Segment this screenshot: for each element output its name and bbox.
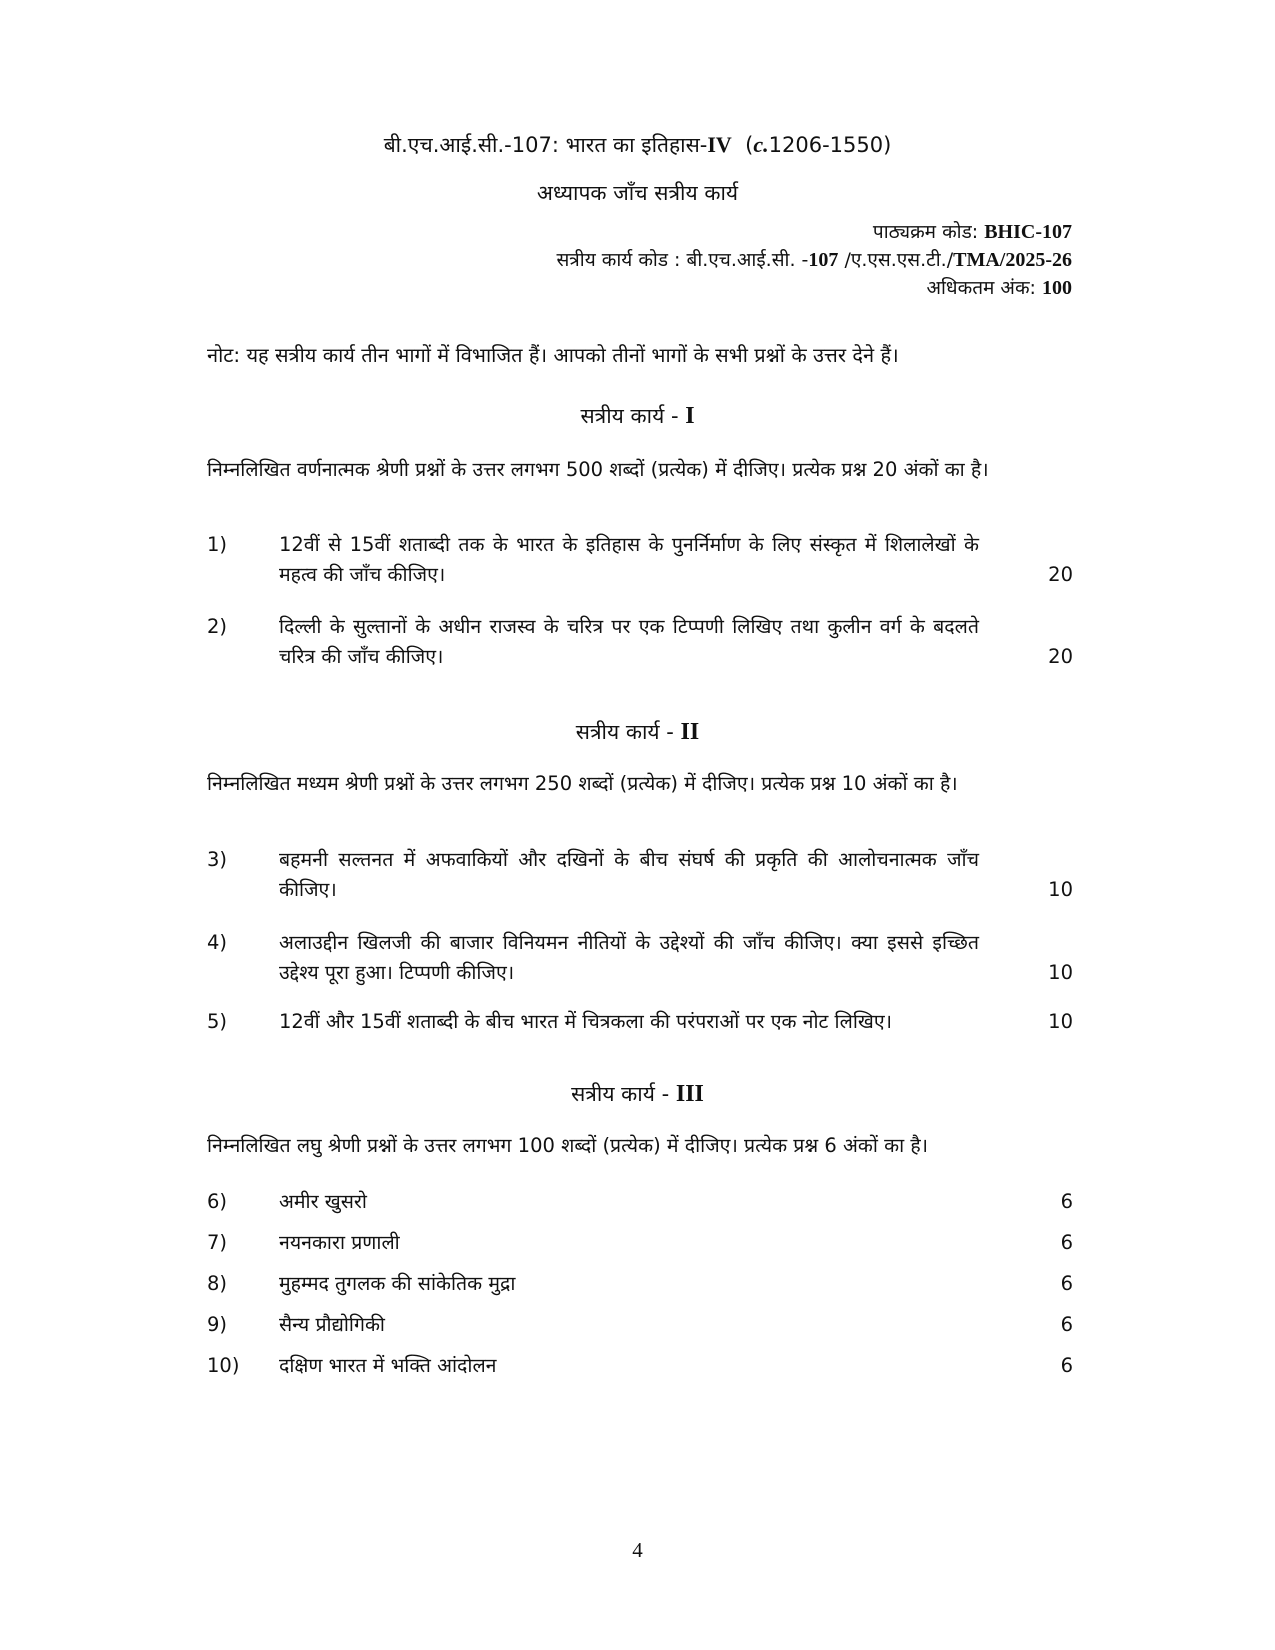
question-number: 9): [207, 1313, 228, 1336]
assignment-code-number: 107: [808, 249, 839, 271]
title-open: (: [745, 133, 754, 157]
question-item: [207, 1310, 1073, 1340]
question-number: 1): [207, 533, 228, 556]
title-circa: c.: [753, 132, 769, 157]
section-heading-label: सत्रीय कार्य -: [580, 404, 679, 428]
section-roman-numeral: I: [685, 403, 695, 429]
question-item: [207, 1007, 1073, 1037]
section-roman-numeral: III: [675, 1081, 704, 1107]
question-number: 8): [207, 1272, 228, 1295]
question-number: 6): [207, 1190, 228, 1213]
section-heading-label: सत्रीय कार्य -: [575, 720, 674, 744]
course-code: BHIC-107: [984, 221, 1072, 243]
assignment-code-label: सत्रीय कार्य कोड : बी.एच.आई.सी. -: [556, 249, 809, 271]
document-title: [0, 130, 1275, 160]
question-text: नयनकारा प्रणाली: [279, 1231, 400, 1254]
question-text: अमीर खुसरो: [279, 1190, 367, 1213]
general-note: नोट: यह सत्रीय कार्य तीन भागों में विभाजित हैं। आपको तीनों भागों के सभी प्रश्नों के उत्तर देने हैं।: [207, 343, 899, 367]
question-text: अलाउद्दीन खिलजी की बाजार विनियमन नीतियों के उद्देश्यों की जाँच कीजिए। क्या इससे इच्छित उद्देश्य पूरा हुआ। टिप्पणी कीजिए।: [279, 931, 979, 984]
section-heading-3: [0, 1078, 1275, 1110]
section-roman-numeral: II: [680, 719, 700, 745]
question-item: [207, 1351, 1073, 1381]
question-text: 12वीं से 15वीं शताब्दी तक के भारत के इतिहास के पुनर्निर्माण के लिए संस्कृत में शिलालेखों के महत्व की जाँच कीजिए।: [279, 533, 979, 586]
question-text: सैन्य प्रौद्योगिकी: [279, 1313, 385, 1336]
question-marks: 10: [1048, 1010, 1073, 1033]
question-marks: 6: [1060, 1313, 1073, 1336]
assignment-code-line: [556, 247, 1072, 273]
section-instruction-3: निम्नलिखित लघु श्रेणी प्रश्नों के उत्तर लगभग 100 शब्दों (प्रत्येक) में दीजिए। प्रत्येक प्रश्न 6 अंकों का है।: [207, 1134, 929, 1157]
question-marks: 20: [1048, 645, 1073, 668]
course-code-label: पाठ्यक्रम कोड:: [872, 221, 979, 243]
question-item: [207, 612, 1073, 672]
max-marks-value: 100: [1042, 277, 1072, 299]
section-heading-1: [0, 400, 1275, 432]
title-prefix: बी.एच.आई.सी.-107: भारत का इतिहास-: [383, 133, 708, 157]
max-marks-line: [926, 275, 1072, 301]
question-item: [207, 1269, 1073, 1299]
question-text: दिल्ली के सुल्तानों के अधीन राजस्व के चरित्र पर एक टिप्पणी लिखिए तथा कुलीन वर्ग के बदलते चरित्र की जाँच कीजिए।: [279, 615, 979, 668]
section-heading-2: [0, 716, 1275, 748]
section-instruction-1: निम्नलिखित वर्णनात्मक श्रेणी प्रश्नों के उत्तर लगभग 500 शब्दों (प्रत्येक) में दीजिए। प्रत्येक प्रश्न 20 अंकों का है।: [207, 458, 989, 481]
course-code-line: [873, 219, 1072, 245]
question-text: मुहम्मद तुगलक की सांकेतिक मुद्रा: [279, 1272, 516, 1295]
question-number: 4): [207, 931, 228, 954]
question-item: [207, 1228, 1073, 1258]
question-item: [207, 530, 1073, 590]
question-marks: 6: [1060, 1354, 1073, 1377]
section-instruction-2: निम्नलिखित मध्यम श्रेणी प्रश्नों के उत्तर लगभग 250 शब्दों (प्रत्येक) में दीजिए। प्रत्येक प्रश्न 10 अंकों का है।: [207, 772, 958, 795]
question-marks: 6: [1060, 1190, 1073, 1213]
question-marks: 6: [1060, 1231, 1073, 1254]
title-roman: IV: [707, 132, 732, 157]
question-number: 3): [207, 848, 228, 871]
title-years: 1206-1550): [768, 133, 892, 157]
document-subtitle: अध्यापक जाँच सत्रीय कार्य: [536, 181, 739, 205]
assignment-code-mid: /ए.एस.एस.टी./: [844, 249, 954, 271]
question-item: [207, 928, 1073, 988]
question-number: 2): [207, 615, 228, 638]
question-marks: 10: [1048, 961, 1073, 984]
question-marks: 20: [1048, 563, 1073, 586]
section-heading-label: सत्रीय कार्य -: [571, 1082, 670, 1106]
question-number: 7): [207, 1231, 228, 1254]
question-text: बहमनी सल्तनत में अफवाकियों और दखिनों के बीच संघर्ष की प्रकृति की आलोचनात्मक जाँच कीजिए।: [279, 848, 979, 901]
question-marks: 10: [1048, 878, 1073, 901]
page-number: 4: [632, 1538, 643, 1562]
question-marks: 6: [1060, 1272, 1073, 1295]
question-item: [207, 1187, 1073, 1217]
question-item: [207, 845, 1073, 905]
assignment-code-tail: TMA/2025-26: [953, 249, 1072, 271]
question-number: 5): [207, 1010, 228, 1033]
question-number: 10): [207, 1354, 240, 1377]
question-text: 12वीं और 15वीं शताब्दी के बीच भारत में चित्रकला की परंपराओं पर एक नोट लिखिए।: [279, 1010, 893, 1033]
question-text: दक्षिण भारत में भक्ति आंदोलन: [279, 1354, 497, 1377]
max-marks-label: अधिकतम अंक:: [926, 277, 1036, 299]
